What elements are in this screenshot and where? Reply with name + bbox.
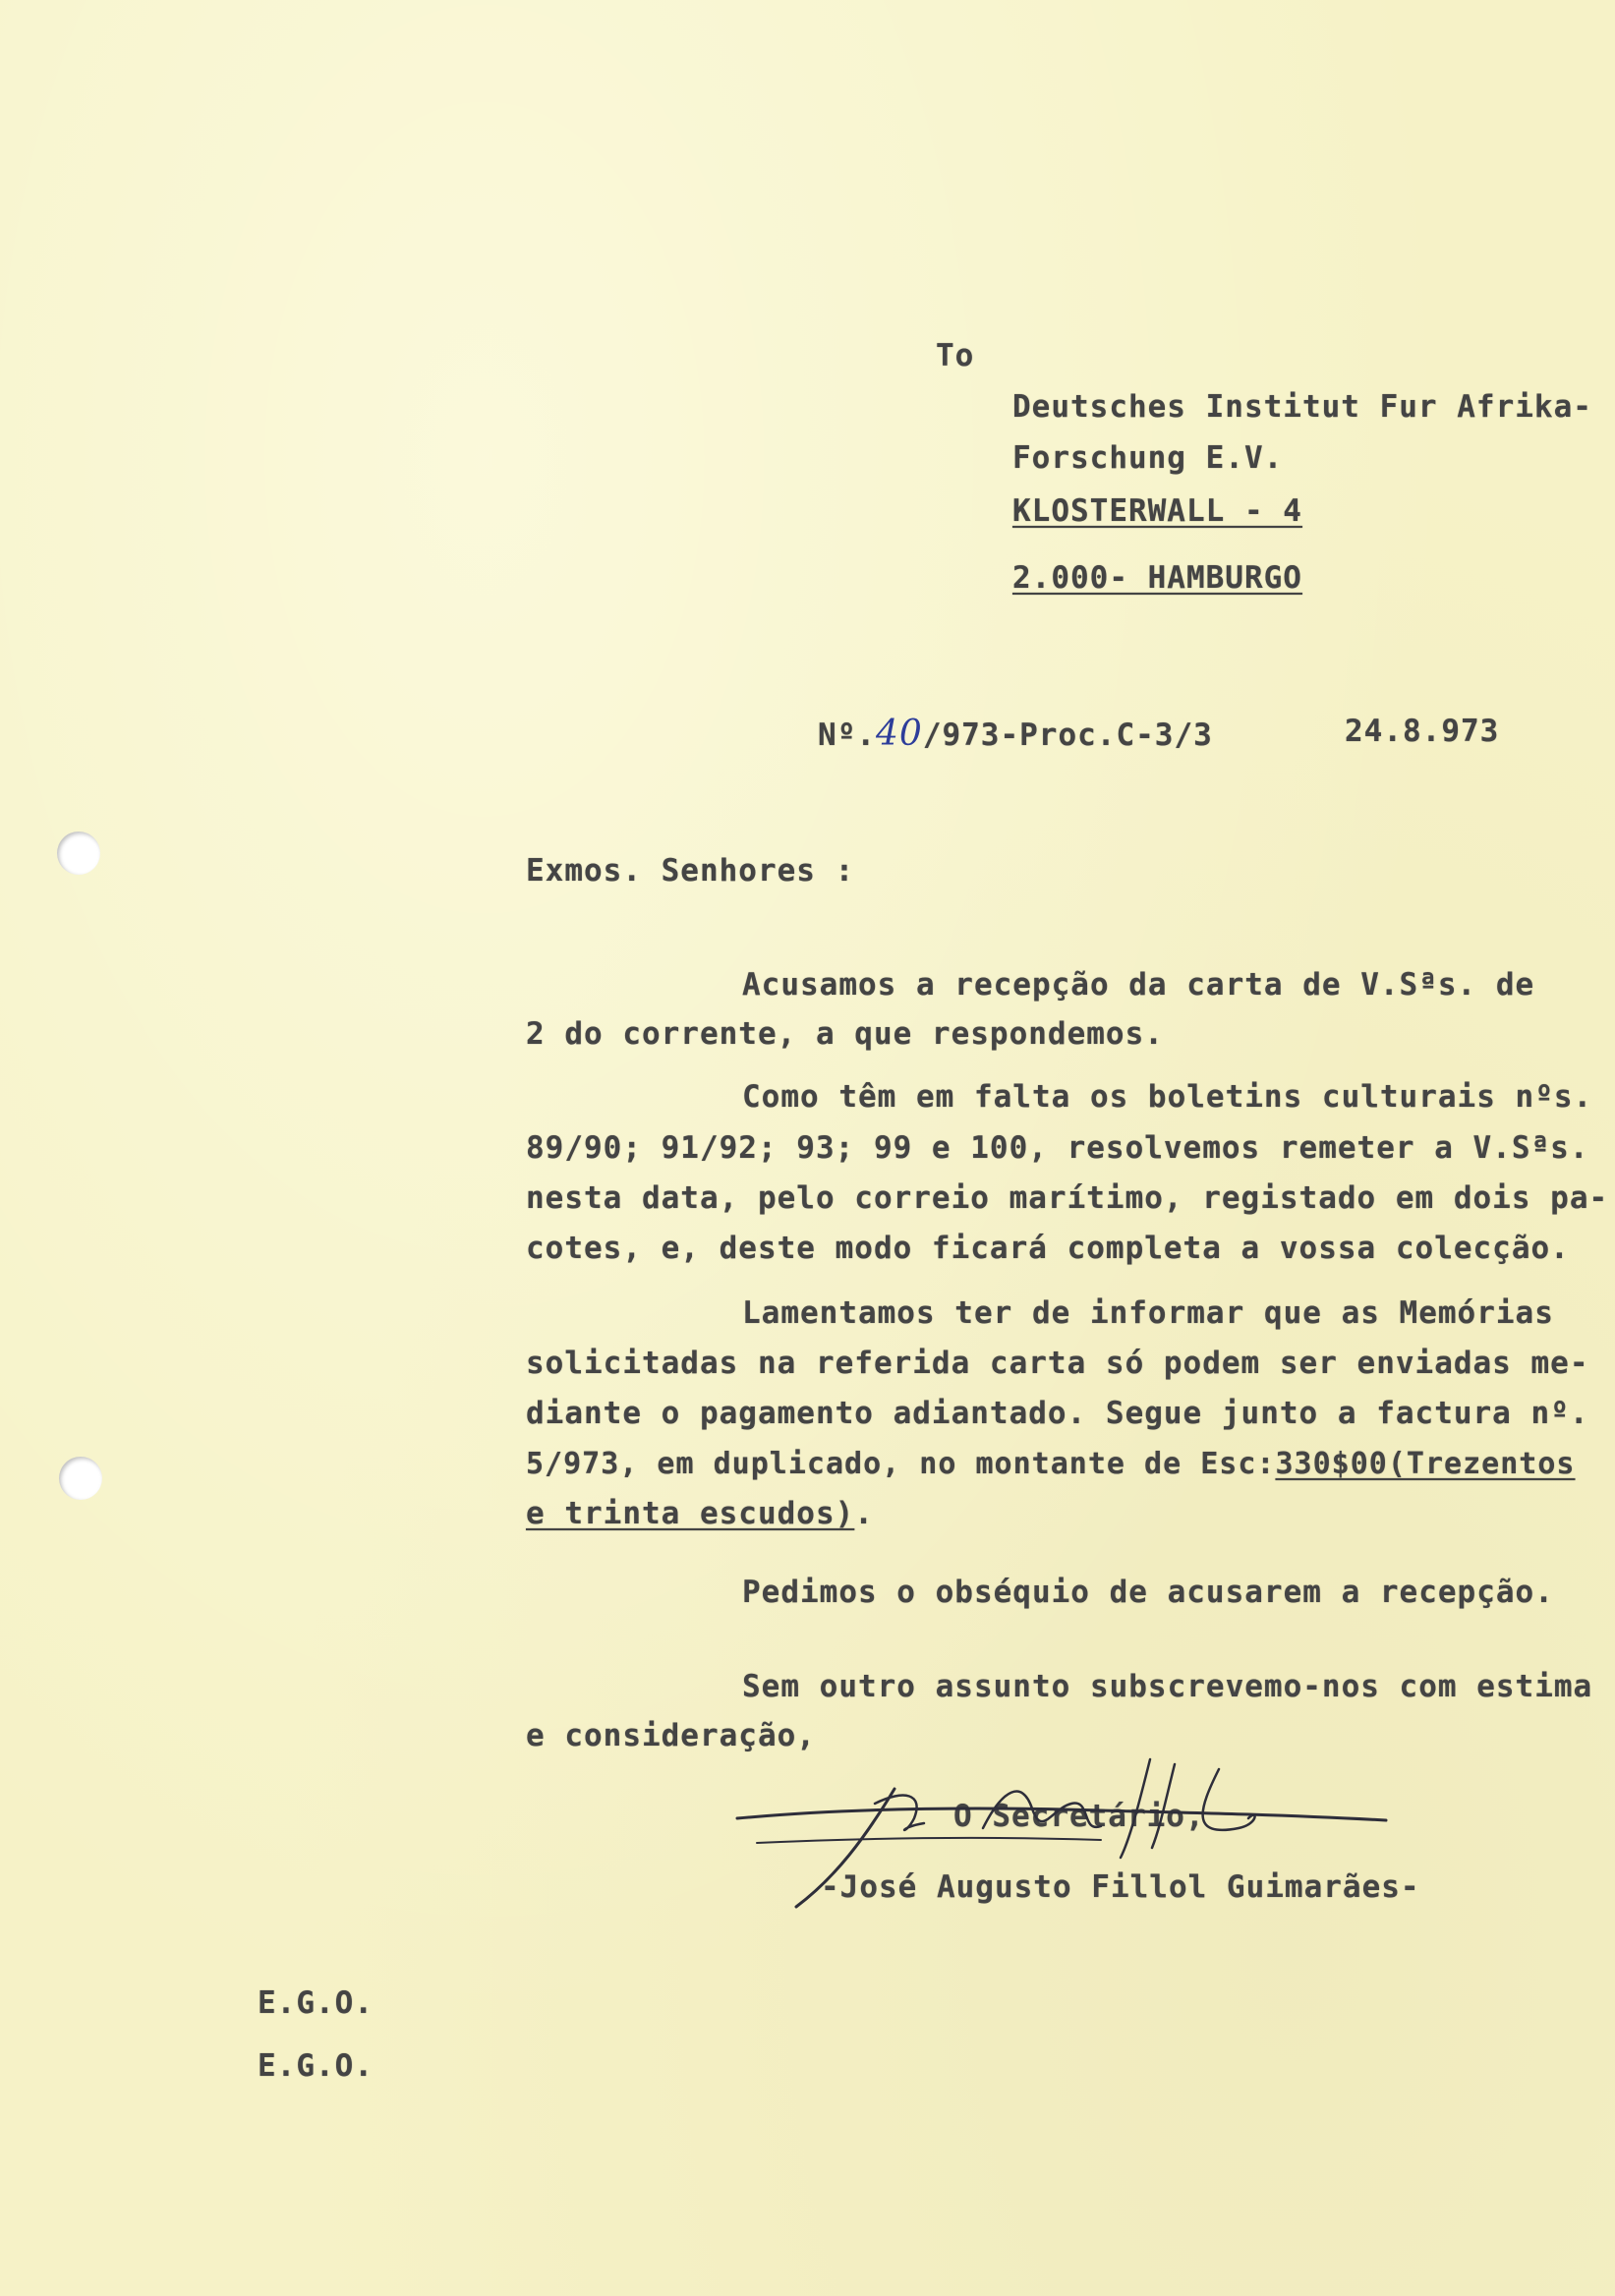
initials-line2: E.G.O. <box>258 2048 374 2084</box>
para3-line1: Lamentamos ter de informar que as Memórias <box>742 1295 1554 1331</box>
letter-date: 24.8.973 <box>1345 714 1500 749</box>
signatory-name: -José Augusto Fillol Guimarães- <box>821 1869 1420 1905</box>
para2-line2: 89/90; 91/92; 93; 99 e 100, resolvemos remeter a V.Sªs. <box>526 1130 1589 1166</box>
punch-hole-top <box>57 832 100 875</box>
reference-rest: /973-Proc.C-3/3 <box>922 718 1213 753</box>
reference-prefix: Nº. <box>818 718 876 753</box>
recipient-street: KLOSTERWALL - 4 <box>1012 493 1302 529</box>
para3-line3: diante o pagamento adiantado. Segue junto a factura nº. <box>526 1396 1589 1431</box>
para3-line5 <box>526 1496 874 1531</box>
para3-line4 <box>526 1447 1575 1481</box>
reference-line <box>818 714 1213 754</box>
closing-line2: e consideração, <box>526 1718 816 1753</box>
invoice-amount-words: e trinta escudos) <box>526 1496 855 1531</box>
initials-line1: E.G.O. <box>258 1985 374 2021</box>
salutation: Exmos. Senhores : <box>526 853 855 889</box>
para2-line1: Como têm em falta os boletins culturais nºs. <box>742 1079 1593 1115</box>
para2-line4: cotes, e, deste modo ficará completa a vossa colecção. <box>526 1231 1570 1266</box>
para3-line2: solicitadas na referida carta só podem ser enviadas me- <box>526 1346 1589 1381</box>
para3-line4-text: 5/973, em duplicado, no montante de Esc: <box>526 1447 1276 1481</box>
recipient-line-1: Deutsches Institut Fur Afrika- <box>1012 389 1592 425</box>
invoice-amount-end: . <box>854 1496 874 1531</box>
invoice-amount: 330$00(Trezentos <box>1275 1447 1576 1481</box>
para1-line2: 2 do corrente, a que respondemos. <box>526 1016 1164 1052</box>
request-line: Pedimos o obséquio de acusarem a recepção. <box>742 1575 1554 1610</box>
para1-line1: Acusamos a recepção da carta de V.Sªs. de <box>742 967 1535 1003</box>
recipient-city: 2.000- HAMBURGO <box>1012 560 1302 596</box>
punch-hole-bottom <box>59 1457 102 1500</box>
to-label: To <box>936 338 975 373</box>
signatory-title: O Secretário, <box>953 1799 1205 1834</box>
para2-line3: nesta data, pelo correio marítimo, registado em dois pa- <box>526 1180 1609 1216</box>
recipient-line-2: Forschung E.V. <box>1012 440 1284 476</box>
closing-line1: Sem outro assunto subscrevemo-nos com estima <box>742 1669 1593 1704</box>
reference-handwritten-number: 40 <box>876 714 923 754</box>
